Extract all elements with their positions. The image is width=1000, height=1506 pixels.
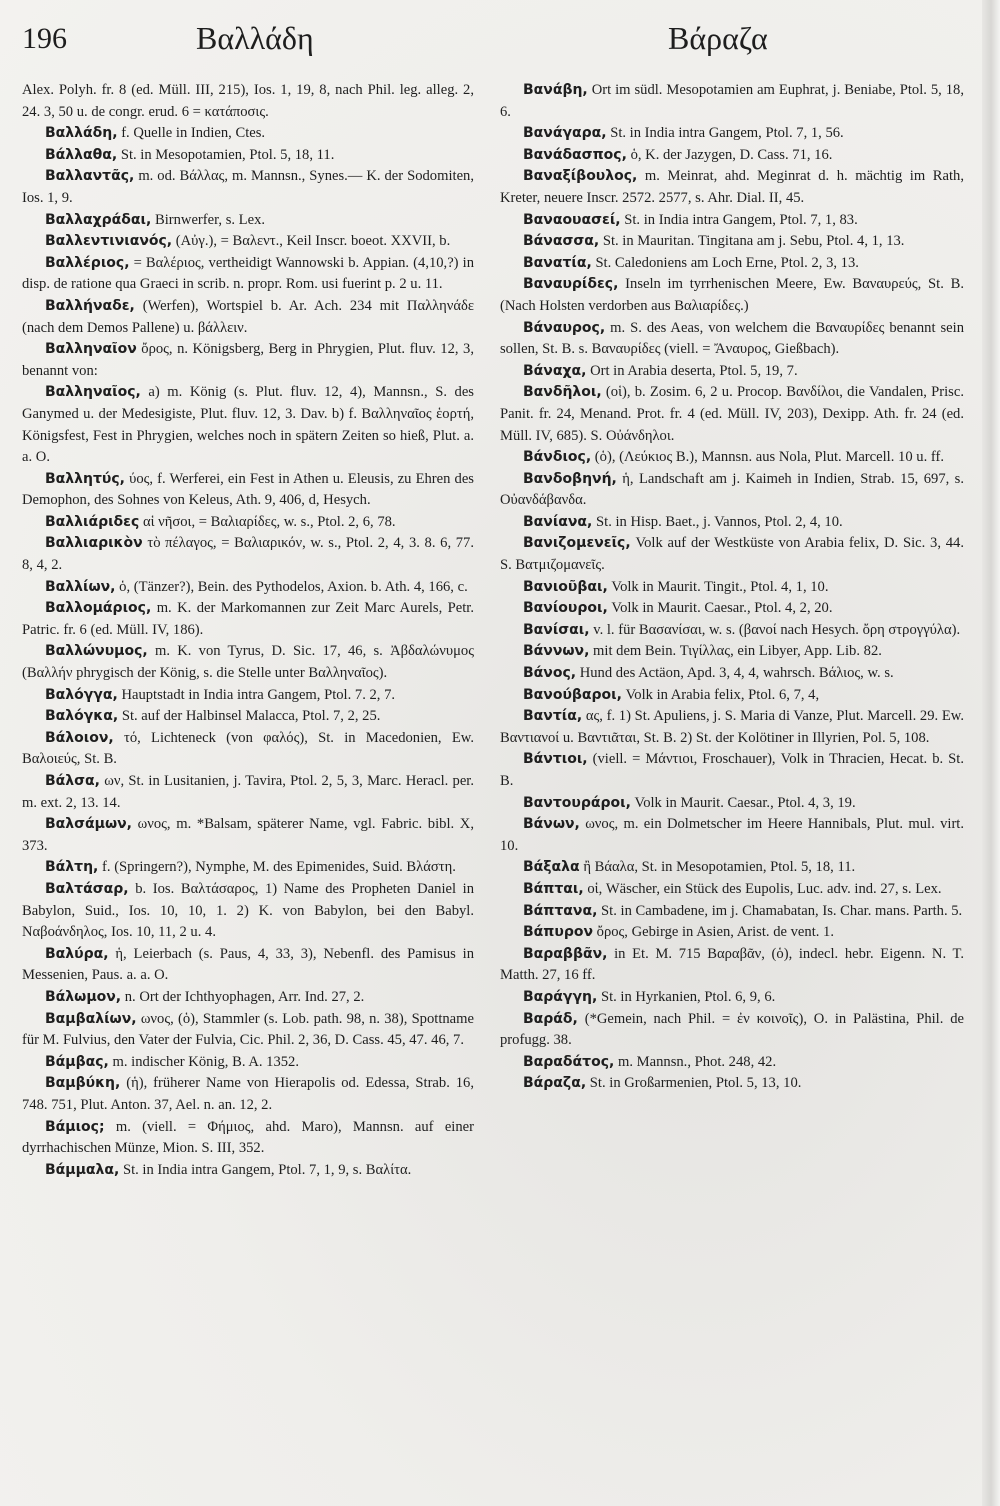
entry-headword: Βανάβη, (523, 82, 588, 98)
entry-headword: Βαράδ, (523, 1010, 578, 1027)
entry-headword: Βάμβας, (45, 1053, 109, 1070)
entry-headword: Βαλλαχράδαι, (45, 211, 152, 228)
dictionary-entry (500, 598, 964, 620)
dictionary-entry (500, 1052, 964, 1074)
dictionary-entry (22, 577, 474, 599)
entry-definition: St. in Cambadene, im j. Chamabatan, Is. Char. mans. Parth. 5. (601, 902, 963, 919)
dictionary-entry (22, 1117, 474, 1160)
dictionary-entry (500, 231, 964, 253)
entry-headword: Βαναουασεί, (523, 211, 621, 228)
entry-definition: ύος, f. Werferei, ein Fest in Athen u. Eleusis, zu Ehren des Demophon, des Sohnes von Keleus, Ath. 9, 406, d, Hesych. (22, 470, 474, 509)
entry-definition: mit dem Bein. Τιγίλλας, ein Libyer, App. Lib. 82. (593, 643, 882, 660)
entry-headword: Βανατία, (523, 254, 592, 271)
entry-definition: in Et. M. 715 Βαραβᾶν, (ὁ), indecl. hebr. Eigenn. N. T. Matth. 27, 16 ff. (500, 945, 964, 984)
entry-definition: (Αὐγ.), = Βαλεντ., Keil Inscr. boeot. XXVII, b. (175, 233, 451, 250)
dictionary-entry (500, 706, 964, 749)
entry-definition: τό, Lichteneck (von φαλός), St. in Macedonien, Ew. Βαλοιεύς, St. B. (22, 729, 474, 768)
entry-definition: ὁ, K. der Jazygen, D. Cass. 71, 16. (630, 146, 833, 163)
left-column (22, 80, 474, 1181)
entry-headword: Βανδῆλοι, (523, 384, 602, 401)
entry-headword: Βαραββᾶν, (523, 945, 608, 962)
dictionary-entry (500, 857, 964, 879)
entry-headword: Βάναχα, (523, 362, 587, 379)
entry-headword: Βαλλιαρικὸν (45, 535, 143, 552)
entry-definition: m. K. von Tyrus, D. Sic. 17, 46, s. Ἀβδαλώνυμος (Βαλλήν phrygisch der König, s. die Stelle unter Βαλληναῖος). (22, 643, 474, 682)
entry-headword: Βαμβαλίων, (45, 1010, 137, 1027)
entry-definition: ἡ, Leierbach (s. Paus, 4, 33, 3), Nebenfl. des Pamisus in Messenien, Paus. a. a. O. (22, 945, 475, 984)
dictionary-entry (500, 922, 964, 944)
dictionary-entry (500, 879, 964, 901)
page-edge (982, 0, 1000, 1506)
entry-headword: Βαλόγκα, (45, 708, 119, 725)
dictionary-entry (500, 253, 964, 275)
entry-headword: Βάννων, (523, 643, 590, 660)
entry-definition: m. Mannsn., Phot. 248, 42. (618, 1053, 777, 1070)
entry-definition: St. in Hyrkanien, Ptol. 6, 9, 6. (600, 988, 776, 1005)
entry-headword: Βαντία, (523, 708, 583, 725)
entry-definition: αἱ νῆσοι, = Βαλιαρίδες, w. s., Ptol. 2, 6, 78. (142, 513, 396, 530)
entry-headword: Βαλύρα, (45, 945, 109, 962)
dictionary-entry (500, 685, 964, 707)
dictionary-entry (500, 80, 964, 123)
entry-definition: Hauptstadt in India intra Gangem, Ptol. 7. 2, 7. (121, 686, 396, 703)
entry-headword: Βάμμαλα, (45, 1161, 120, 1178)
entry-headword: Βαλλαντᾶς, (45, 168, 135, 185)
dictionary-entry (500, 749, 964, 792)
entry-definition: m. (viell. = Φήμιος, ahd. Maro), Mannsn. auf einer dyrrhachischen Münze, Mion. S. III, 352. (22, 1118, 474, 1157)
entry-headword: Βάνασσα, (523, 233, 600, 250)
entry-headword: Βαλληναῖος, (45, 384, 141, 401)
entry-definition: v. l. für Βασανίσαι, w. s. (βανοί nach Hesych. ὄρη στρογγύλα). (593, 621, 961, 638)
entry-headword: Βαλληναῖον (45, 341, 137, 358)
entry-definition: St. in Mauritan. Tingitana am j. Sebu, Ptol. 4, 1, 13. (602, 233, 905, 250)
entry-headword: Βάπται, (523, 880, 584, 897)
dictionary-entry (500, 447, 964, 469)
dictionary-entry (500, 987, 964, 1009)
entry-headword: Βαμβύκη, (45, 1075, 121, 1092)
dictionary-entry (22, 1052, 474, 1074)
entry-headword: Βάπυρον (523, 924, 593, 941)
dictionary-entry (22, 123, 474, 145)
entry-definition: St. in Hisp. Baet., j. Vannos, Ptol. 2, 4, 10. (596, 513, 843, 530)
entry-definition: (ἡ), früherer Name von Hierapolis od. Edessa, Strab. 16, 748. 751, Plut. Anton. 37, Ael. n. an. 12, 2. (22, 1075, 474, 1113)
entry-definition: Ort in Arabia deserta, Ptol. 5, 19, 7. (590, 362, 798, 379)
dictionary-entry (22, 857, 474, 879)
dictionary-entry (22, 382, 474, 468)
dictionary-entry (500, 123, 964, 145)
entry-headword: Βάνων, (523, 816, 580, 833)
entry-definition: ἢ Βάαλα, St. in Mesopotamien, Ptol. 5, 18, 11. (583, 859, 856, 876)
entry-definition: Volk in Maurit. Caesar., Ptol. 4, 3, 19. (634, 794, 856, 811)
entry-definition: St. in India intra Gangem, Ptol. 7, 1, 83. (624, 211, 858, 228)
dictionary-entry (500, 814, 964, 857)
entry-headword: Βάλσα, (45, 773, 100, 789)
entry-definition: m. indischer König, B. A. 1352. (112, 1053, 299, 1070)
dictionary-entry (22, 641, 474, 684)
entry-definition: St. auf der Halbinsel Malacca, Ptol. 7, 2, 25. (121, 708, 381, 725)
dictionary-entry (500, 166, 964, 209)
entry-definition: Birnwerfer, s. Lex. (154, 211, 266, 228)
entry-headword: Βαναυρίδες, (523, 276, 619, 293)
entry-definition: n. Ort der Ichthyophagen, Arr. Ind. 27, 2. (124, 988, 365, 1005)
dictionary-entry (500, 1009, 964, 1052)
dictionary-entry (22, 728, 474, 771)
entry-definition: St. in India intra Gangem, Ptol. 7, 1, 56. (610, 125, 844, 142)
dictionary-entry (500, 944, 964, 987)
entry-definition: ωνος, (ὁ), Stammler (s. Lob. path. 98, n. 38), Spottname für M. Fulvius, den Vater der Fulvia, Cic. Phil. 2, 36, D. Cass. 45, 47. 46, 7. (22, 1010, 474, 1049)
entry-headword: Βάναυρος, (523, 319, 606, 336)
dictionary-entry (22, 987, 474, 1009)
entry-headword: Βάλτη, (45, 859, 99, 876)
dictionary-entry (22, 1073, 474, 1116)
entry-definition: St. in India intra Gangem, Ptol. 7, 1, 9, s. Βαλίτα. (122, 1161, 412, 1178)
dictionary-entry (22, 1009, 474, 1052)
entry-headword: Βαντουράροι, (523, 794, 631, 811)
entry-definition: ων, St. in Lusitanien, j. Tavira, Ptol. 2, 5, 3, Marc. Heracl. per. m. ext. 2, 13. 14. (22, 773, 474, 811)
dictionary-entry (22, 80, 474, 123)
entry-headword: Βαραδάτος, (523, 1053, 615, 1070)
entry-definition: ὄρος, Gebirge in Asien, Arist. de vent. 1. (596, 924, 835, 941)
entry-headword: Βαλλητύς, (45, 470, 125, 487)
entry-definition: (viell. = Μάντιοι, Froschauer), Volk in Thracien, Hecat. b. St. B. (500, 751, 964, 789)
entry-headword: Βανίσαι, (523, 621, 590, 638)
dictionary-entry (22, 210, 474, 232)
entry-definition: m. K. der Markomannen zur Zeit Marc Aurels, Petr. Patric. fr. 6 (ed. Müll. IV, 186). (22, 600, 474, 638)
left-catchword: Βαλλάδη (196, 20, 314, 56)
dictionary-entry (22, 145, 474, 167)
entry-definition: b. Ios. Βαλτάσαρος, 1) Name des Propheten Daniel in Babylon, Suid., Ios. 10, 10, 1. 2) K. von Babylon, bei den Babyl. Ναβοάνδηλος, Ios. 10, 11, 2 u. 4. (22, 880, 475, 941)
right-catchword: Βάραζα (668, 20, 768, 56)
dictionary-entry (22, 685, 474, 707)
entry-definition: (*Gemein, nach Phil. = ἐν κοινοῖς), O. in Palästina, Phil. de profugg. 38. (500, 1010, 964, 1049)
entry-headword: Βάλωμον, (45, 988, 122, 1005)
entry-headword: Βανίουροι, (523, 600, 608, 617)
dictionary-entry (500, 210, 964, 232)
entry-definition: St. Caledoniens am Loch Erne, Ptol. 2, 3, 13. (595, 254, 859, 271)
dictionary-entry (500, 145, 964, 167)
dictionary-entry (22, 512, 474, 534)
entry-headword: Βανούβαροι, (523, 686, 622, 703)
entry-headword: Βανίανα, (523, 513, 593, 530)
entry-headword: Βανδοβηνή, (523, 470, 617, 487)
entry-headword: Βάμιος; (45, 1118, 105, 1135)
dictionary-entry (22, 166, 474, 209)
dictionary-entry (22, 944, 474, 987)
dictionary-entry (500, 469, 964, 512)
entry-definition: Volk in Maurit. Caesar., Ptol. 4, 2, 20. (611, 600, 833, 617)
dictionary-entry (500, 793, 964, 815)
dictionary-entry (22, 771, 474, 814)
entry-definition: = Βαλέριος, vertheidigt Wannowski b. Appian. (4,10,?) in disp. de ratione qua Graeci in scrib. n. propr. Rom. usi fuerint p. 2 u. 11. (22, 254, 474, 293)
entry-definition: m. S. des Aeas, von welchem die Βαναυρίδες benannt sein sollen, St. B. s. Βαναυρίδες (viell. = Ἄναυρος, Gießbach). (500, 319, 964, 358)
page-number: 196 (22, 22, 67, 55)
entry-definition: m. od. Βάλλας, m. Mannsn., Synes.— K. der Sodomiten, Ios. 1, 9. (22, 168, 474, 206)
entry-definition: (Werfen), Wortspiel b. Ar. Ach. 234 mit Παλληνάδε (nach dem Demos Pallene) u. βάλλειν. (22, 297, 474, 336)
entry-definition: ας, f. 1) St. Apuliens, j. S. Maria di Vanze, Plut. Marcell. 29. Ew. Βαντιανοί u. Βαντιᾶται, St. B. 2) St. der Kolötiner in Illyrien, Pol. 5, 108. (500, 708, 964, 746)
dictionary-entry (500, 533, 964, 576)
entry-headword: Βαλτάσαρ, (45, 880, 129, 897)
entry-headword: Βαλλώνυμος, (45, 643, 148, 660)
entry-headword: Βάνος, (523, 665, 577, 682)
entry-headword: Βάπτανα, (523, 902, 598, 919)
entry-headword: Βαλλάδη, (45, 125, 118, 142)
entry-definition: f. Quelle in Indien, Ctes. (121, 125, 266, 142)
dictionary-entry (500, 641, 964, 663)
entry-headword: Βανάδασπος, (523, 146, 627, 163)
dictionary-entry (500, 663, 964, 685)
entry-definition: Volk auf der Westküste von Arabia felix, D. Sic. 3, 44. S. Βατμιζομανεῖς. (500, 535, 964, 574)
dictionary-entry (500, 512, 964, 534)
entry-definition: St. in Großarmenien, Ptol. 5, 13, 10. (589, 1075, 802, 1092)
entry-definition: οἱ, Wäscher, ein Stück des Eupolis, Luc. adv. ind. 27, s. Lex. (587, 880, 942, 897)
dictionary-entry (500, 382, 964, 447)
entry-definition: Volk in Maurit. Tingit., Ptol. 4, 1, 10. (611, 578, 829, 595)
entry-headword: Βαναξίβουλος, (523, 168, 638, 185)
entry-headword: Βαλσάμων, (45, 816, 132, 833)
entry-headword: Βαλόγγα, (45, 686, 118, 703)
entry-headword: Βάντιοι, (523, 751, 588, 768)
dictionary-entry (22, 814, 474, 857)
entry-headword: Βανιοῦβαι, (523, 578, 608, 595)
entry-definition: Hund des Actäon, Apd. 3, 4, 4, wahrsch. Βάλιος, w. s. (579, 665, 894, 682)
entry-definition: Alex. Polyh. fr. 8 (ed. Müll. III, 215), Ios. 1, 19, 8, nach Phil. leg. alleg. 2, 24. 3, 50 u. de congr. erud. 6 = κατάποσις. (22, 82, 474, 120)
entry-definition: τὸ πέλαγος, = Βαλιαρικόν, w. s., Ptol. 2, 4, 3. 8. 6, 77. 8, 4, 2. (22, 535, 475, 574)
dictionary-entry (500, 361, 964, 383)
entry-headword: Βάλλαθα, (45, 146, 118, 163)
entry-definition: Inseln im tyrrhenischen Meere, Ew. Βαναυρεύς, St. B. (Nach Holsten verdorben aus Βαλιαρίδες.) (500, 276, 964, 314)
entry-definition: (ὁ), (Λεύκιος Β.), Mannsn. aus Nola, Plut. Marcell. 10 u. ff. (594, 449, 944, 466)
dictionary-entry (500, 318, 964, 361)
dictionary-entry (500, 901, 964, 923)
entry-headword: Βάλοιον, (45, 729, 114, 746)
entry-headword: Βαλλομάριος, (45, 600, 152, 617)
entry-definition: ωνος, m. *Balsam, späterer Name, vgl. Fabric. bibl. X, 373. (22, 816, 474, 854)
entry-headword: Βαλλίων, (45, 578, 116, 595)
entry-definition: ὁ, (Tänzer?), Bein. des Pythodelos, Axion. b. Ath. 4, 166, c. (119, 578, 468, 595)
dictionary-entry (500, 274, 964, 317)
dictionary-entry (22, 253, 474, 296)
dictionary-entry (500, 620, 964, 642)
dictionary-entry (500, 577, 964, 599)
entry-headword: Βαλλιάριδες (45, 513, 140, 530)
dictionary-entry (22, 706, 474, 728)
entry-headword: Βάραζα, (523, 1075, 587, 1092)
entry-definition: Ort im südl. Mesopotamien am Euphrat, j. Beniabe, Ptol. 5, 18, 6. (500, 82, 964, 120)
entry-definition: m. Meinrat, ahd. Meginrat d. h. mächtig im Rath, Kreter, neuere Inscr. 2572. 2577, s. Ahr. Dial. II, 45. (500, 168, 964, 206)
entry-headword: Βάξαλα (523, 859, 580, 876)
entry-definition: ἡ, Landschaft am j. Kaimeh in Indien, Strab. 15, 697, s. Οὐανδάβανδα. (500, 470, 964, 509)
entry-definition: St. in Mesopotamien, Ptol. 5, 18, 11. (120, 146, 335, 163)
entry-definition: ωνος, m. ein Dolmetscher im Heere Hannibals, Plut. mul. virt. 10. (500, 816, 965, 854)
right-column (500, 80, 964, 1095)
entry-definition: f. (Springern?), Nymphe, M. des Epimenides, Suid. Βλάστη. (102, 859, 456, 876)
entry-headword: Βαλλεντινιανός, (45, 233, 173, 250)
dictionary-entry (22, 231, 474, 253)
entry-definition: ὄρος, n. Königsberg, Berg in Phrygien, Plut. fluv. 12, 3, benannt von: (22, 341, 474, 379)
entry-headword: Βάνδιος, (523, 449, 592, 466)
dictionary-entry (500, 1073, 964, 1095)
dictionary-entry (22, 339, 474, 382)
dictionary-entry (22, 296, 474, 339)
entry-headword: Βαράγγη, (523, 988, 598, 1005)
dictionary-entry (22, 879, 474, 944)
entry-headword: Βανιζομενεῖς, (523, 535, 631, 552)
dictionary-entry (22, 598, 474, 641)
entry-definition: (οἱ), b. Zosim. 6, 2 u. Procop. Βανδίλοι, die Vandalen, Prisc. Panit. fr. 24, Menand. Prot. fr. 4 (ed. Müll. IV, 203), Dexipp. Ath. fr. 24 (ed. Müll. IV, 685). S. Οὐάνδηλοι. (500, 384, 964, 444)
entry-definition: Volk in Arabia felix, Ptol. 6, 7, 4, (625, 686, 820, 703)
entry-headword: Βαλλήναδε, (45, 297, 135, 314)
entry-headword: Βανάγαρα, (523, 125, 607, 142)
entry-headword: Βαλλέριος, (45, 254, 130, 271)
dictionary-entry (22, 1160, 474, 1182)
entry-definition: a) m. König (s. Plut. fluv. 12, 4), Mannsn., S. des Ganymed u. der Medesigiste, Plut. fluv. 12, 3. Dav. b) f. Βαλληναῖος ἑορτή, Königsfest, Fest in Phrygien, welches noch in spätern Zeiten so hieß, Plut. a. a. O. (22, 384, 474, 466)
dictionary-entry (22, 469, 474, 512)
dictionary-entry (22, 533, 474, 576)
